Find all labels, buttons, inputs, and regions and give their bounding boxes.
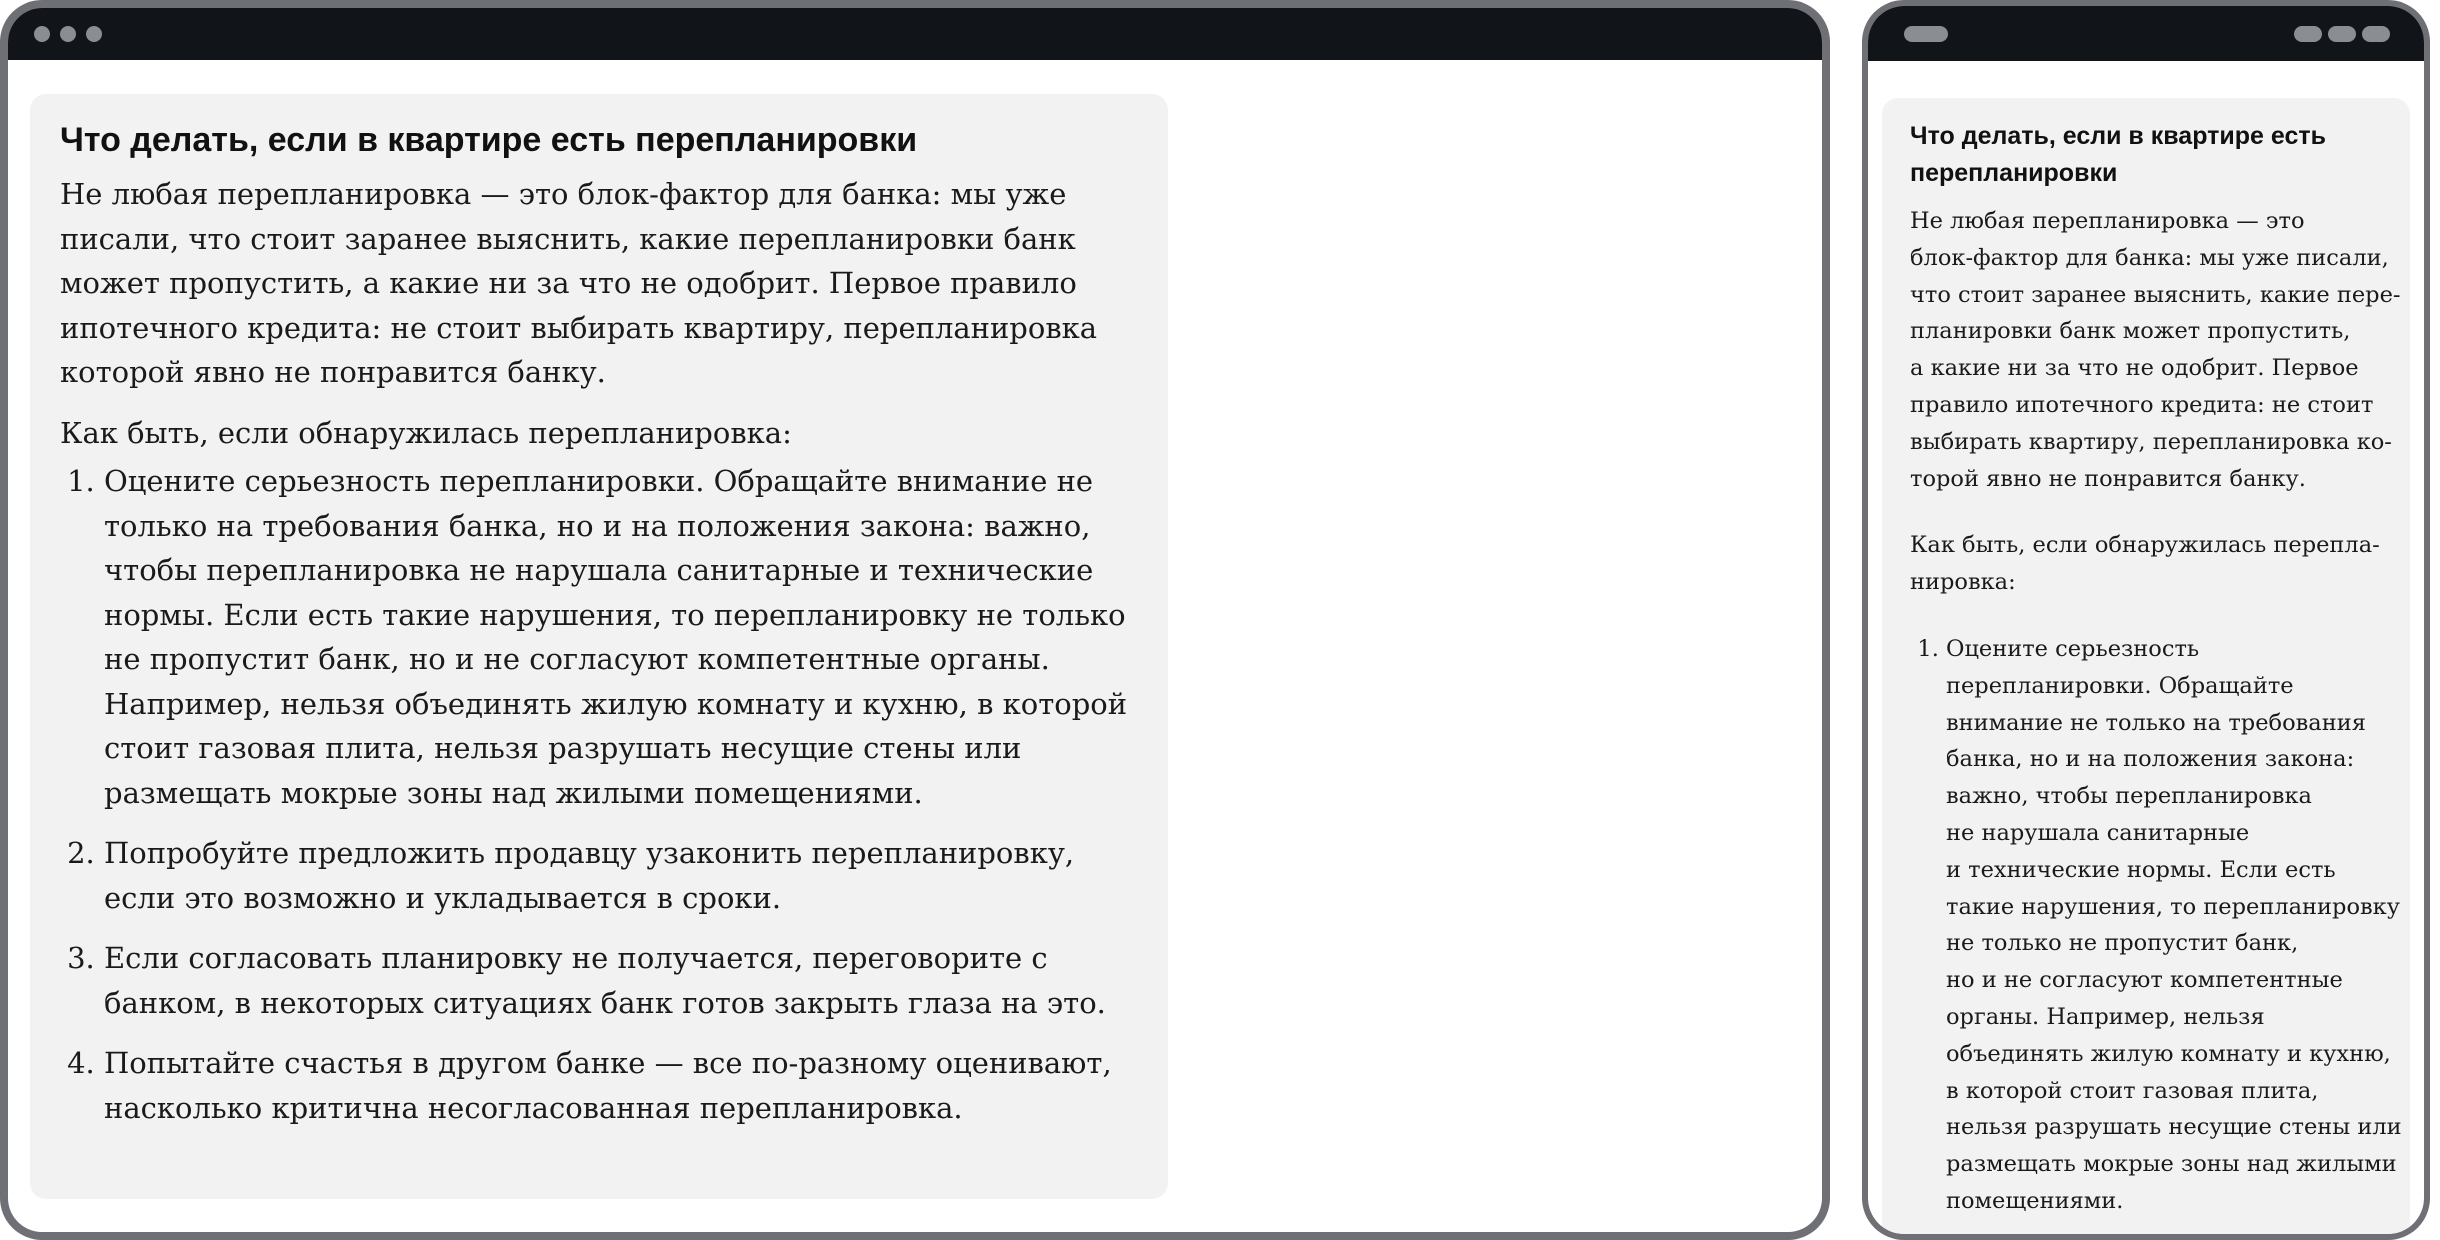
text-line: важно, чтобы перепланировка — [1946, 783, 2312, 810]
text-line: нельзя разрушать несущие стены или — [1946, 1114, 2402, 1141]
mobile-top-bar — [1868, 6, 2424, 61]
text-line: банка, но и на положения закона: — [1946, 746, 2355, 773]
mobile-device-frame — [1862, 0, 2430, 1240]
list-intro: Как быть, если обнаружилась перепланировка: — [60, 415, 792, 450]
desktop-title-bar — [8, 8, 1822, 60]
list-item: 1. Оцените серьезность перепланировки. Обращайте внимание не только на требования банка, но и на положения закона: важно, чтобы перепланировка не нарушала санитарные и технические нормы. Если есть такие нарушения, то перепланировку не только не пропустит банк, но и не согласуют компетентные органы. Например, нельзя объединять жилую комнату и кухню, в которой стоит газовая плита, нельзя разрушать несущие стены или размещать мокрые зоны над жилыми помещениями. — [104, 459, 1138, 815]
text-line: правило ипотечного кредита: не стоит — [1910, 391, 2374, 418]
text-line: перепланировки. Обращайте — [1946, 672, 2294, 699]
text-line: Не любая перепланировка — это — [1910, 208, 2305, 234]
title-line: Что делать, если в квартире есть — [1910, 122, 2326, 150]
text-line: внимание не только на требования — [1946, 709, 2366, 736]
text-line: 1. Оцените серьезность — [1946, 635, 2200, 662]
mobile-pill-icon — [2328, 26, 2356, 42]
text-line: планировки банк может пропустить, — [1910, 318, 2351, 345]
window-dot-icon — [60, 26, 76, 42]
text-line: но и не согласуют компетентные — [1946, 967, 2343, 994]
text-line: Как быть, если обнаружилась перепла- — [1910, 532, 2380, 559]
list-item: 3. Если согласовать планировку не получается, переговорите с банком, в некоторых ситуациях банк готов закрыть глаза на это. — [104, 936, 1138, 1025]
text-line: торой явно не понравится банку. — [1910, 465, 2306, 492]
mobile-list-intro — [1910, 527, 2386, 601]
mobile-steps-list — [1910, 631, 2402, 1220]
mobile-pill-icon — [2362, 26, 2390, 42]
text-line: размещать мокрые зоны над жилыми — [1946, 1151, 2397, 1178]
text-line: в которой стоит газовая плита, — [1946, 1077, 2319, 1104]
text-line: объединять жилую комнату и кухню, — [1946, 1040, 2391, 1067]
text-line: выбирать квартиру, перепланировка ко- — [1910, 428, 2392, 455]
text-line: такие нарушения, то перепланировку — [1946, 893, 2400, 920]
text-line: блок-фактор для банка: мы уже писали, — [1910, 244, 2389, 271]
mobile-article-title — [1910, 118, 2386, 191]
mobile-article-intro — [1910, 203, 2401, 497]
window-dot-icon — [34, 26, 50, 42]
mobile-pill-icon — [1904, 26, 1948, 42]
text-line: помещениями. — [1946, 1187, 2124, 1214]
steps-list — [60, 459, 1138, 1130]
text-line: не только не пропустит банк, — [1946, 930, 2299, 957]
mobile-viewport — [1868, 6, 2424, 1234]
list-item: 2. Попробуйте предложить продавцу узаконить перепланировку, если это возможно и укладывается в сроки. — [104, 831, 1138, 920]
text-line: нировка: — [1910, 569, 2016, 596]
mobile-article-card — [1882, 98, 2410, 1234]
article-intro: Не любая перепланировка — это блок-фактор для банка: мы уже писали, что стоит заранее выяснить, какие перепланировки банк может пропустить, а какие ни за что не одобрит. Первое правило ипотечного кредита: не стоит выбирать квартиру, перепланировка которой явно не понравится банку. — [60, 177, 1098, 389]
text-line: не нарушала санитарные — [1946, 819, 2250, 846]
text-line: органы. Например, нельзя — [1946, 1003, 2265, 1030]
list-item: 4. Попытайте счастья в другом банке — все по-разному оценивают, насколько критична несогласованная перепланировка. — [104, 1041, 1138, 1130]
desktop-viewport — [8, 8, 1822, 1232]
text-line: и технические нормы. Если есть — [1946, 856, 2336, 883]
list-item — [1946, 631, 2402, 1220]
window-dot-icon — [86, 26, 102, 42]
title-line: перепланировки — [1910, 158, 2118, 187]
article-title: Что делать, если в квартире есть перепланировки — [60, 121, 918, 159]
text-line: что стоит заранее выяснить, какие пере- — [1910, 281, 2401, 308]
text-line: а какие ни за что не одобрит. Первое — [1910, 355, 2359, 382]
desktop-article-card — [30, 94, 1168, 1199]
mobile-pill-icon — [2294, 26, 2322, 42]
